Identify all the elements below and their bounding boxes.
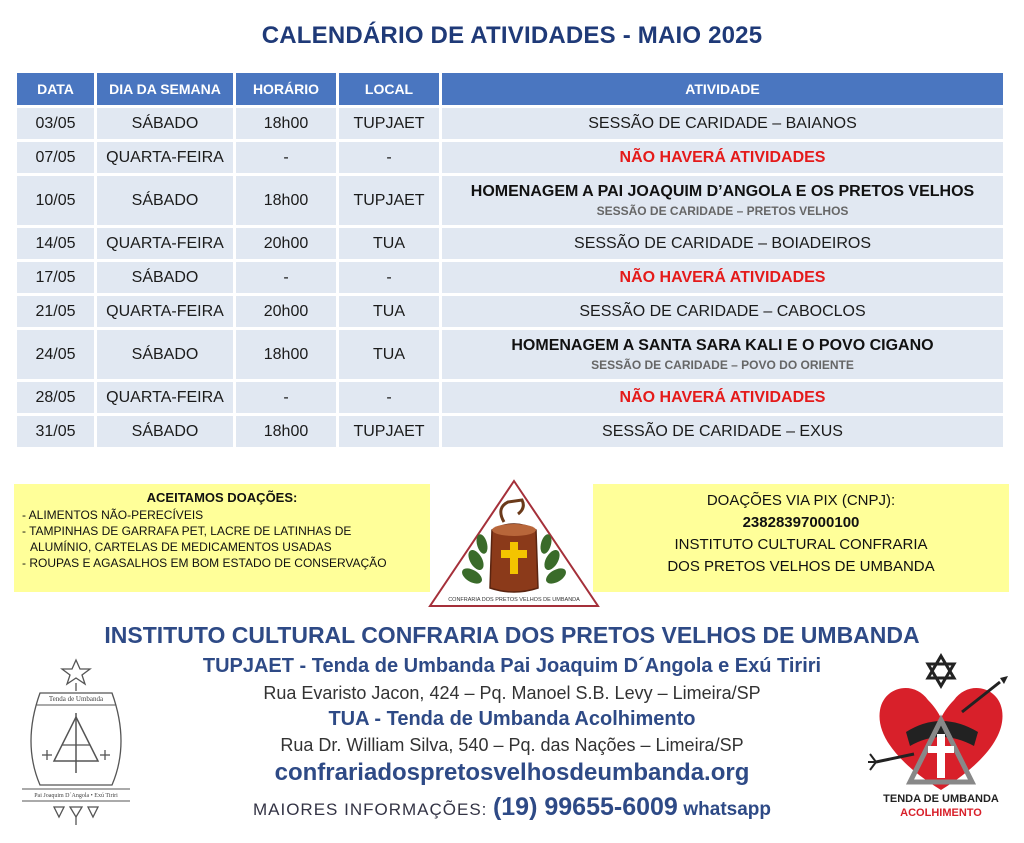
cell-atividade: [442, 330, 1003, 379]
table-row: [17, 262, 1003, 293]
list-item: ALUMÍNIO, CARTELAS DE MEDICAMENTOS USADAS: [30, 540, 332, 554]
cell-horario: 18h00: [236, 416, 336, 447]
cell-dia: QUARTA-FEIRA: [97, 228, 233, 259]
cell-atividade: [442, 142, 1003, 173]
column-header-data: DATA: [17, 73, 94, 105]
cell-dia: SÁBADO: [97, 176, 233, 225]
cell-atividade: [442, 382, 1003, 413]
homage-subtitle: SESSÃO DE CARIDADE – PRETOS VELHOS: [596, 204, 849, 218]
column-header-atividade: ATIVIDADE: [442, 73, 1003, 105]
cell-dia: SÁBADO: [97, 416, 233, 447]
column-header-local: LOCAL: [339, 73, 439, 105]
info-label: MAIORES INFORMAÇÕES:: [252, 800, 488, 819]
cell-atividade: SESSÃO DE CARIDADE – CABOCLOS: [442, 296, 1003, 327]
cell-data: 14/05: [17, 228, 94, 259]
list-item: - TAMPINHAS DE GARRAFA PET, LACRE DE LATINHAS DE: [22, 524, 352, 538]
cell-dia: SÁBADO: [97, 330, 233, 379]
cell-horario: 18h00: [236, 108, 336, 139]
no-activity-notice: NÃO HAVERÁ ATIVIDADES: [619, 388, 826, 406]
tua-logo: [866, 650, 1016, 830]
cell-dia: SÁBADO: [97, 262, 233, 293]
logo-top-label: Tenda de Umbanda: [48, 695, 104, 703]
cell-atividade: [442, 176, 1003, 225]
cell-local: TUPJAET: [339, 416, 439, 447]
cell-atividade: SESSÃO DE CARIDADE – BOIADEIROS: [442, 228, 1003, 259]
no-activity-notice: NÃO HAVERÁ ATIVIDADES: [619, 268, 826, 286]
homage-title: HOMENAGEM A SANTA SARA KALI E O POVO CIGANO: [511, 337, 934, 354]
pix-recipient-line2: DOS PRETOS VELHOS DE UMBANDA: [667, 558, 935, 575]
donations-accepted-box: [14, 484, 430, 592]
cell-local: -: [339, 142, 439, 173]
table-row: [17, 416, 1003, 447]
table-row: [17, 330, 1003, 379]
cell-horario: 20h00: [236, 228, 336, 259]
website-link[interactable]: confrariadospretosvelhosdeumbanda.org: [274, 759, 750, 786]
cell-data: 07/05: [17, 142, 94, 173]
logo-line1: TENDA DE UMBANDA: [883, 793, 999, 805]
tupjaet-name: TUPJAET - Tenda de Umbanda Pai Joaquim D´Angola e Exú Tiriri: [202, 655, 822, 677]
page-title: CALENDÁRIO DE ATIVIDADES - MAIO 2025: [261, 22, 763, 49]
phone-number[interactable]: (19) 99655-6009: [492, 793, 678, 821]
pix-donation-box: [593, 484, 1009, 592]
cell-local: TUA: [339, 330, 439, 379]
cell-dia: SÁBADO: [97, 108, 233, 139]
cell-dia: QUARTA-FEIRA: [97, 142, 233, 173]
cell-data: 24/05: [17, 330, 94, 379]
pix-cnpj: 23828397000100: [742, 514, 860, 531]
homage-subtitle: SESSÃO DE CARIDADE – POVO DO ORIENTE: [591, 358, 854, 372]
table-row: [17, 228, 1003, 259]
cell-local: TUA: [339, 228, 439, 259]
donations-list: [22, 507, 430, 571]
no-activity-notice: NÃO HAVERÁ ATIVIDADES: [619, 148, 826, 166]
cell-horario: -: [236, 142, 336, 173]
cell-atividade: [442, 262, 1003, 293]
column-header-dia: DIA DA SEMANA: [97, 73, 233, 105]
tua-address: Rua Dr. William Silva, 540 – Pq. das Nações – Limeira/SP: [280, 735, 744, 755]
table-header-row: [17, 73, 1003, 105]
table-row: [17, 108, 1003, 139]
logo-line2: ACOLHIMENTO: [900, 807, 982, 819]
cell-local: TUPJAET: [339, 176, 439, 225]
heart-emblem-icon: [866, 650, 1016, 830]
whatsapp-label: whatsapp: [683, 799, 772, 820]
tupjaet-address: Rua Evaristo Jacon, 424 – Pq. Manoel S.B. Levy – Limeira/SP: [263, 683, 761, 703]
cell-local: TUA: [339, 296, 439, 327]
activity-calendar-table: [14, 70, 1006, 450]
column-header-horario: HORÁRIO: [236, 73, 336, 105]
tua-name: TUA - Tenda de Umbanda Acolhimento: [328, 708, 696, 730]
pix-recipient-line1: INSTITUTO CULTURAL CONFRARIA: [674, 536, 928, 553]
cell-data: 17/05: [17, 262, 94, 293]
cell-dia: QUARTA-FEIRA: [97, 296, 233, 327]
triangle-emblem-icon: [426, 478, 602, 610]
institute-name: INSTITUTO CULTURAL CONFRARIA DOS PRETOS VELHOS DE UMBANDA: [104, 622, 920, 648]
cell-local: TUPJAET: [339, 108, 439, 139]
table-row: [17, 176, 1003, 225]
cell-data: 21/05: [17, 296, 94, 327]
list-item: - ALIMENTOS NÃO-PERECÍVEIS: [22, 508, 204, 522]
pix-label: DOAÇÕES VIA PIX (CNPJ):: [706, 492, 896, 509]
logo-caption: CONFRARIA DOS PRETOS VELHOS DE UMBANDA: [448, 597, 580, 603]
cell-local: -: [339, 262, 439, 293]
homage-title: HOMENAGEM A PAI JOAQUIM D’ANGOLA E OS PRETOS VELHOS: [470, 183, 975, 200]
table-row: [17, 142, 1003, 173]
donations-heading: ACEITAMOS DOAÇÕES:: [146, 490, 298, 505]
cell-atividade: SESSÃO DE CARIDADE – BAIANOS: [442, 108, 1003, 139]
table-row: [17, 296, 1003, 327]
cell-horario: -: [236, 262, 336, 293]
cell-data: 28/05: [17, 382, 94, 413]
list-item: - ROUPAS E AGASALHOS EM BOM ESTADO DE CONSERVAÇÃO: [22, 556, 387, 570]
confraria-logo: [426, 478, 602, 610]
cell-data: 31/05: [17, 416, 94, 447]
cell-dia: QUARTA-FEIRA: [97, 382, 233, 413]
cell-local: -: [339, 382, 439, 413]
cell-horario: 18h00: [236, 330, 336, 379]
cell-atividade: SESSÃO DE CARIDADE – EXUS: [442, 416, 1003, 447]
cell-data: 03/05: [17, 108, 94, 139]
cell-horario: 18h00: [236, 176, 336, 225]
cell-horario: -: [236, 382, 336, 413]
table-row: [17, 382, 1003, 413]
cell-horario: 20h00: [236, 296, 336, 327]
logo-bottom-label: Pai Joaquim D´Angola • Exú Tiriri: [34, 793, 118, 799]
cell-data: 10/05: [17, 176, 94, 225]
